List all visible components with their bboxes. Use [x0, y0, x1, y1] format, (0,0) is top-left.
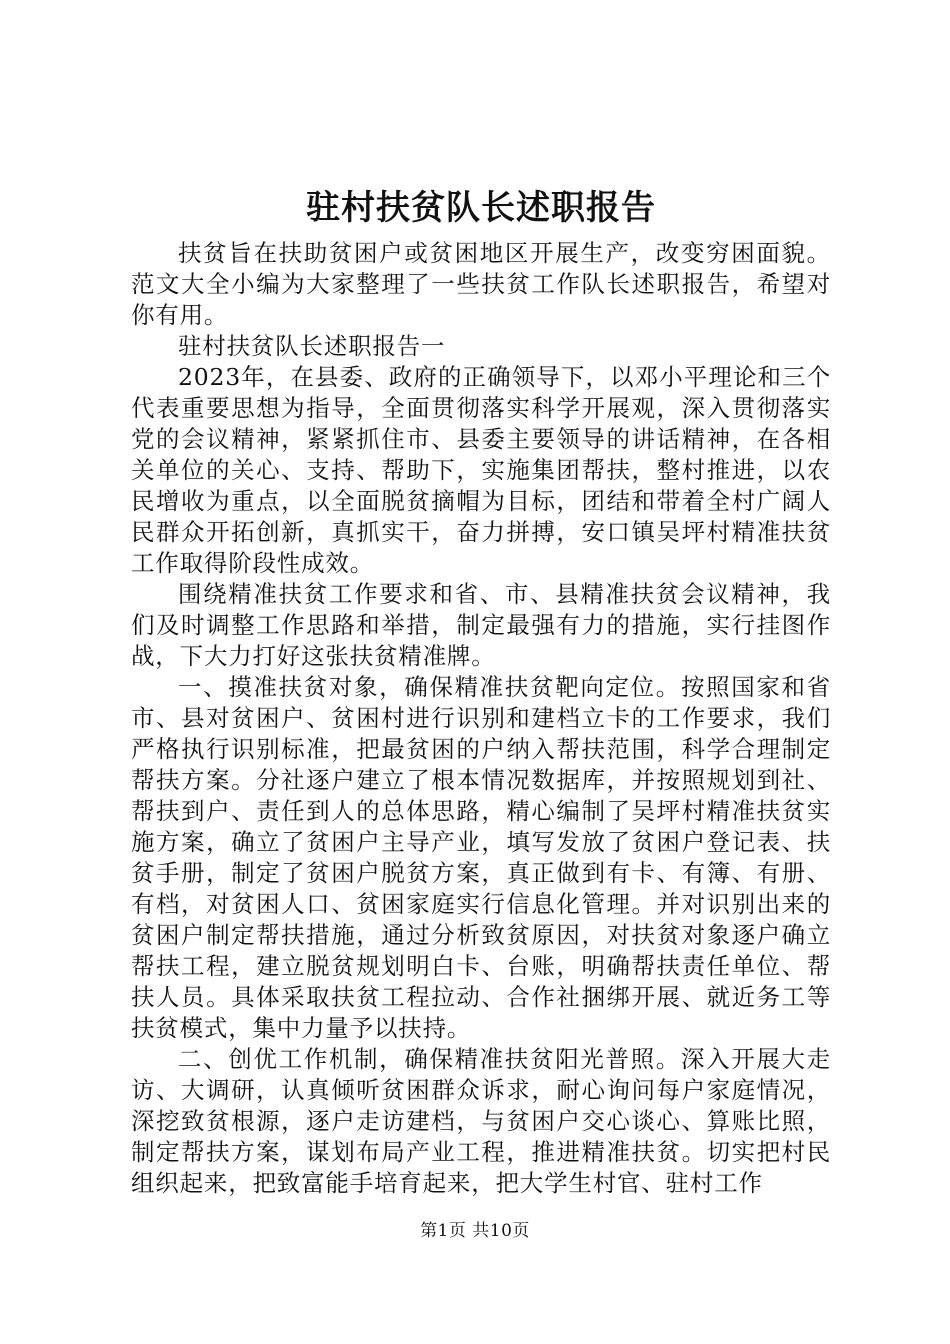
body-paragraph: 一、摸准扶贫对象，确保精准扶贫靶向定位。按照国家和省市、县对贫困户、贫困村进行识别和建档立卡的工作要求，我们严格执行识别标准，把最贫困的户纳入帮扶范围，科学合理制定帮扶方案。分社逐户建立了根本情况数据库，并按照规划到社、帮扶到户、责任到人的总体思路，精心编制了吴坪村精准扶贫实施方案，确立了贫困户主导产业，填写发放了贫困户登记表、扶贫手册，制定了贫困户脱贫方案，真正做到有卡、有簿、有册、有档，对贫困人口、贫困家庭实行信息化管理。并对识别出来的贫困户制定帮扶措施，通过分析致贫原因，对扶贫对象逐户确立帮扶工程，建立脱贫规划明白卡、台账，明确帮扶责任单位、帮扶人员。具体采取扶贫工程拉动、合作社捆绑开展、就近务工等扶贫模式，集中力量予以扶持。: [131, 673, 831, 1042]
body-paragraph: 二、创优工作机制，确保精准扶贫阳光普照。深入开展大走访、大调研，认真倾听贫困群众诉求，耐心询问每户家庭情况，深挖致贫根源，逐户走访建档，与贫困户交心谈心、算账比照，制定帮扶方案，谋划布局产业工程，推进精准扶贫。切实把村民组织起来，把致富能手培育起来，把大学生村官、驻村工作: [131, 1045, 831, 1197]
page-footer: 第1页 共10页: [420, 1221, 530, 1241]
intro-paragraph: 扶贫旨在扶助贫困户或贫困地区开展生产，改变穷困面貌。范文大全小编为大家整理了一些扶贫工作队长述职报告，希望对你有用。: [131, 239, 831, 329]
section-heading: 驻村扶贫队长述职报告一: [178, 332, 446, 360]
body-paragraph: 围绕精准扶贫工作要求和省、市、县精准扶贫会议精神，我们及时调整工作思路和举措，制定最强有力的措施，实行挂图作战，下大力打好这张扶贫精准牌。: [131, 580, 831, 670]
body-paragraph: 2023年，在县委、政府的正确领导下，以邓小平理论和三个代表重要思想为指导，全面贯彻落实科学开展观，深入贯彻落实党的会议精神，紧紧抓住市、县委主要领导的讲话精神，在各相关单位的关心、支持、帮助下，实施集团帮扶，整村推进，以农民增收为重点，以全面脱贫摘帽为目标，团结和带着全村广阔人民群众开拓创新，真抓实干，奋力拼搏，安口镇吴坪村精准扶贫工作取得阶段性成效。: [131, 363, 831, 577]
document-body: [131, 184, 831, 1199]
document-title: 驻村扶贫队长述职报告: [306, 188, 656, 228]
